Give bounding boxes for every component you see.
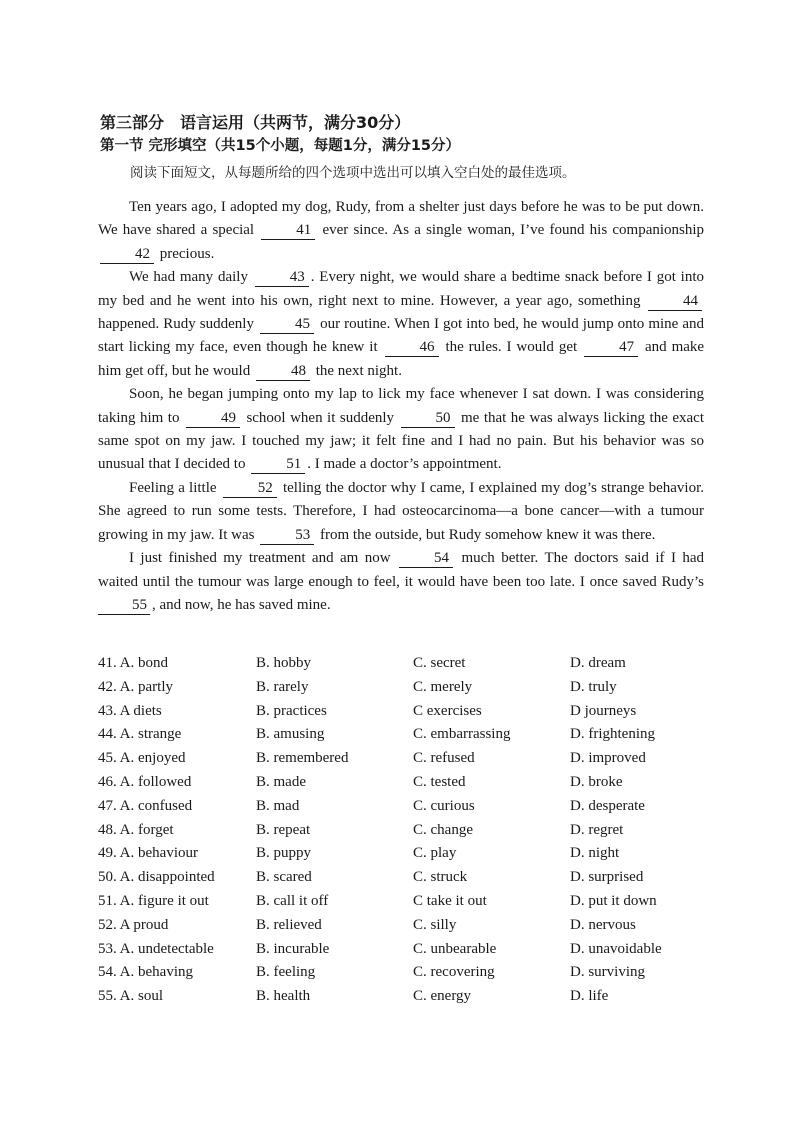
blank-55: 55 [98,597,150,615]
option-row-52 [98,917,718,941]
cloze-passage [98,196,704,617]
option-c: C exercises [413,702,482,719]
blank-48: 48 [256,363,310,381]
option-row-43 [98,703,718,727]
option-row-42 [98,679,718,703]
option-c: C. tested [413,773,466,790]
passage-text: happened. Rudy suddenly [98,316,254,333]
option-d: D. nervous [570,916,636,933]
option-d: D. put it down [570,892,657,909]
passage-text: the next night. [315,362,402,379]
blank-49: 49 [186,410,240,428]
option-a: 46. A. followed [98,773,192,790]
paragraph-4 [98,477,704,547]
option-d: D. truly [570,678,617,695]
option-d: D journeys [570,702,637,719]
option-row-54 [98,964,718,988]
option-b: B. puppy [256,845,312,862]
blank-44: 44 [648,293,702,311]
option-a: 45. A. enjoyed [98,750,186,767]
option-c: C. secret [413,655,466,671]
paragraph-3 [98,383,704,477]
option-c: C. recovering [413,964,495,981]
option-b: B. repeat [256,821,311,838]
option-d: D. broke [570,773,623,790]
option-d: D. night [570,845,620,862]
blank-54: 54 [399,550,453,568]
blank-41: 41 [261,222,315,240]
option-a: 53. A. undetectable [98,940,214,957]
option-d: D. regret [570,821,624,838]
option-b: B. remembered [256,750,349,767]
option-d: D. frightening [570,726,655,743]
option-c: C. unbearable [413,940,497,957]
blank-42: 42 [100,246,154,264]
option-b: B. health [256,988,311,1005]
option-b: B. practices [256,702,327,719]
option-c: C. curious [413,797,475,814]
option-b: B. amusing [256,726,325,743]
blank-53: 53 [260,527,314,545]
blank-51: 51 [251,456,305,474]
section-title: 第一节 完形填空（共15个小题，每题1分，满分15分） [100,138,460,154]
option-row-50 [98,869,718,893]
paragraph-1 [98,196,704,266]
option-row-48 [98,822,718,846]
option-a: 52. A proud [98,916,169,933]
option-row-51 [98,893,718,917]
passage-text: Feeling a little [129,479,217,496]
paragraph-5 [98,547,704,617]
option-b: B. call it off [256,892,329,909]
option-row-41 [98,655,718,679]
passage-text: precious. [159,245,215,262]
option-c: C. merely [413,678,473,695]
option-d: D. surprised [570,869,644,886]
option-a: 49. A. behaviour [98,845,198,862]
passage-text: We had many daily [129,269,248,286]
answer-options [98,655,718,1012]
option-c: C. change [413,821,473,838]
option-b: B. incurable [256,940,330,957]
option-d: D. dream [570,655,626,671]
blank-52: 52 [223,480,277,498]
passage-text: me that he was always licking the exact same spot on my jaw. I touched my jaw; it felt fine and I had no pain. But his behavior was so unusual that I decided to [98,409,704,473]
blank-50: 50 [401,410,455,428]
option-c: C. play [413,845,457,862]
blank-46: 46 [385,339,439,357]
option-row-45 [98,750,718,774]
passage-text: much better. The doctors said if I had waited until the tumour was large enough to feel, it would have been too late. I once saved Rudy’s [98,550,705,590]
option-row-53 [98,941,718,965]
option-b: B. hobby [256,655,312,671]
option-b: B. relieved [256,916,322,933]
option-b: B. scared [256,869,312,886]
passage-text: and make him get off, but he would [98,339,705,379]
option-d: D. improved [570,750,646,767]
option-row-44 [98,726,718,750]
option-d: D. life [570,988,609,1005]
option-a: 51. A. figure it out [98,892,209,909]
option-b: B. made [256,773,306,790]
option-c: C. struck [413,869,468,886]
option-row-49 [98,845,718,869]
option-row-55 [98,988,718,1012]
passage-text: from the outside, but Rudy somehow knew it was there. [320,526,656,543]
option-c: C. silly [413,916,457,933]
option-a: 43. A diets [98,702,162,719]
option-d: D. surviving [570,964,645,981]
passage-text: school when it suddenly [246,409,395,426]
option-b: B. mad [256,797,300,814]
option-b: B. feeling [256,964,316,981]
passage-text: telling the doctor why I came, I explained my dog’s strange behavior. She agreed to run some tests. Therefore, I had osteocarcinoma—a bone cancer—with a tumour growing in my jaw. It was [98,479,705,543]
blank-47: 47 [584,339,638,357]
option-a: 50. A. disappointed [98,869,215,886]
option-a: 42. A. partly [98,678,173,695]
option-d: D. desperate [570,797,645,814]
instructions: 阅读下面短文，从每题所给的四个选项中选出可以填入空白处的最佳选项。 [130,165,576,181]
passage-text: the rules. I would get [445,339,578,356]
passage-text: . Every night, we would share a bedtime snack before I got into my bed and he went into his own, right next to mine. However, a year ago, something [98,269,704,309]
passage-text: ever since. As a single woman, I’ve found his companionship [322,222,705,239]
part-title: 第三部分 语言运用（共两节，满分30分） [100,113,411,132]
option-c: C. refused [413,750,475,767]
option-row-46 [98,774,718,798]
option-a: 44. A. strange [98,726,182,743]
passage-text: Ten years ago, I adopted my dog, Rudy, from a shelter just days before he was to be put down. We have shared a special [98,199,704,239]
option-a: 55. A. soul [98,988,164,1005]
option-a: 48. A. forget [98,821,174,838]
option-c: C. embarrassing [413,726,511,743]
option-row-47 [98,798,718,822]
passage-text: , and now, he has saved mine. [152,596,331,613]
option-d: D. unavoidable [570,940,662,957]
option-a: 47. A. confused [98,797,193,814]
blank-45: 45 [260,316,314,334]
blank-43: 43 [255,269,309,287]
option-b: B. rarely [256,678,309,695]
option-c: C take it out [413,892,487,909]
passage-text: . I made a doctor’s appointment. [307,456,502,473]
option-c: C. energy [413,988,472,1005]
passage-text: I just finished my treatment and am now [129,550,391,567]
option-a: 41. A. bond [98,655,169,671]
option-a: 54. A. behaving [98,964,193,981]
paragraph-2 [98,266,704,383]
passage-text: our routine. When I got into bed, he would jump onto mine and start licking my face, even though he knew it [98,316,705,356]
passage-text: Soon, he began jumping onto my lap to lick my face whenever I sat down. I was considering taking him to [98,386,704,426]
